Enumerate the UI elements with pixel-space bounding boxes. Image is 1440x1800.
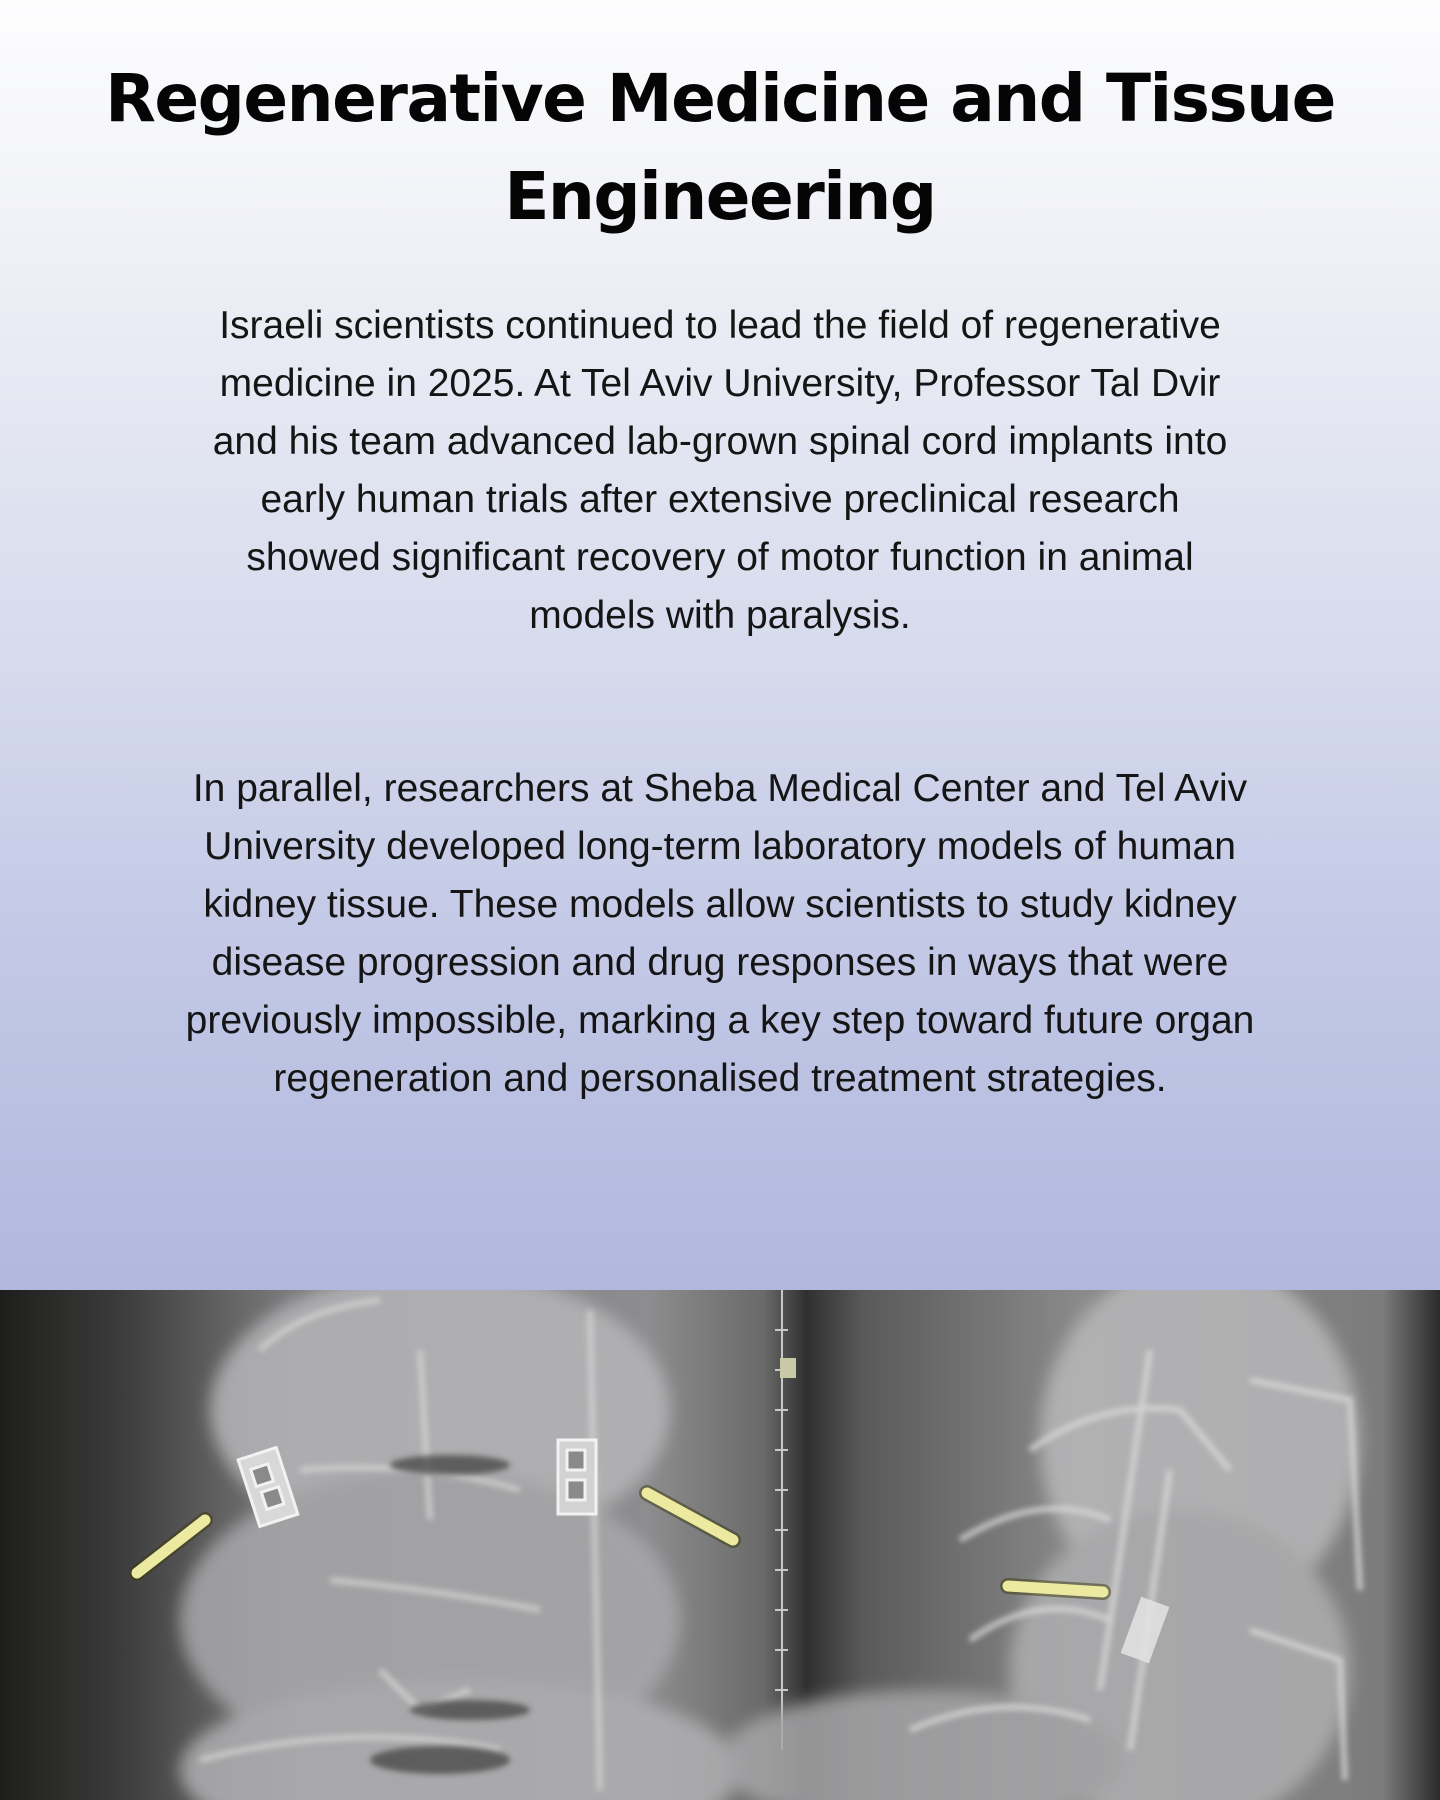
arrow-right-implant	[1008, 1586, 1103, 1592]
spine-xray-image	[0, 1290, 1440, 1800]
paragraph-spinal-cord-implants: Israeli scientists continued to lead the field of regenerative medicine in 2025. At Tel Aviv University, Professor Tal Dvir and his team advanced lab-grown spinal cord implants into early human trials after extensive preclinical research showed significant recovery of motor function in animal models with paralysis.	[212, 304, 1228, 637]
paragraph-kidney-tissue-models: In parallel, researchers at Sheba Medical Center and Tel Aviv University developed long-term laboratory models of human kidney tissue. These models allow scientists to study kidney disease progression and drug responses in ways that were previously impossible, marking a key step toward future organ regeneration and personalised treatment strategies.	[185, 767, 1255, 1100]
page-title: Regenerative Medicine and Tissue Engineering	[105, 60, 1335, 235]
